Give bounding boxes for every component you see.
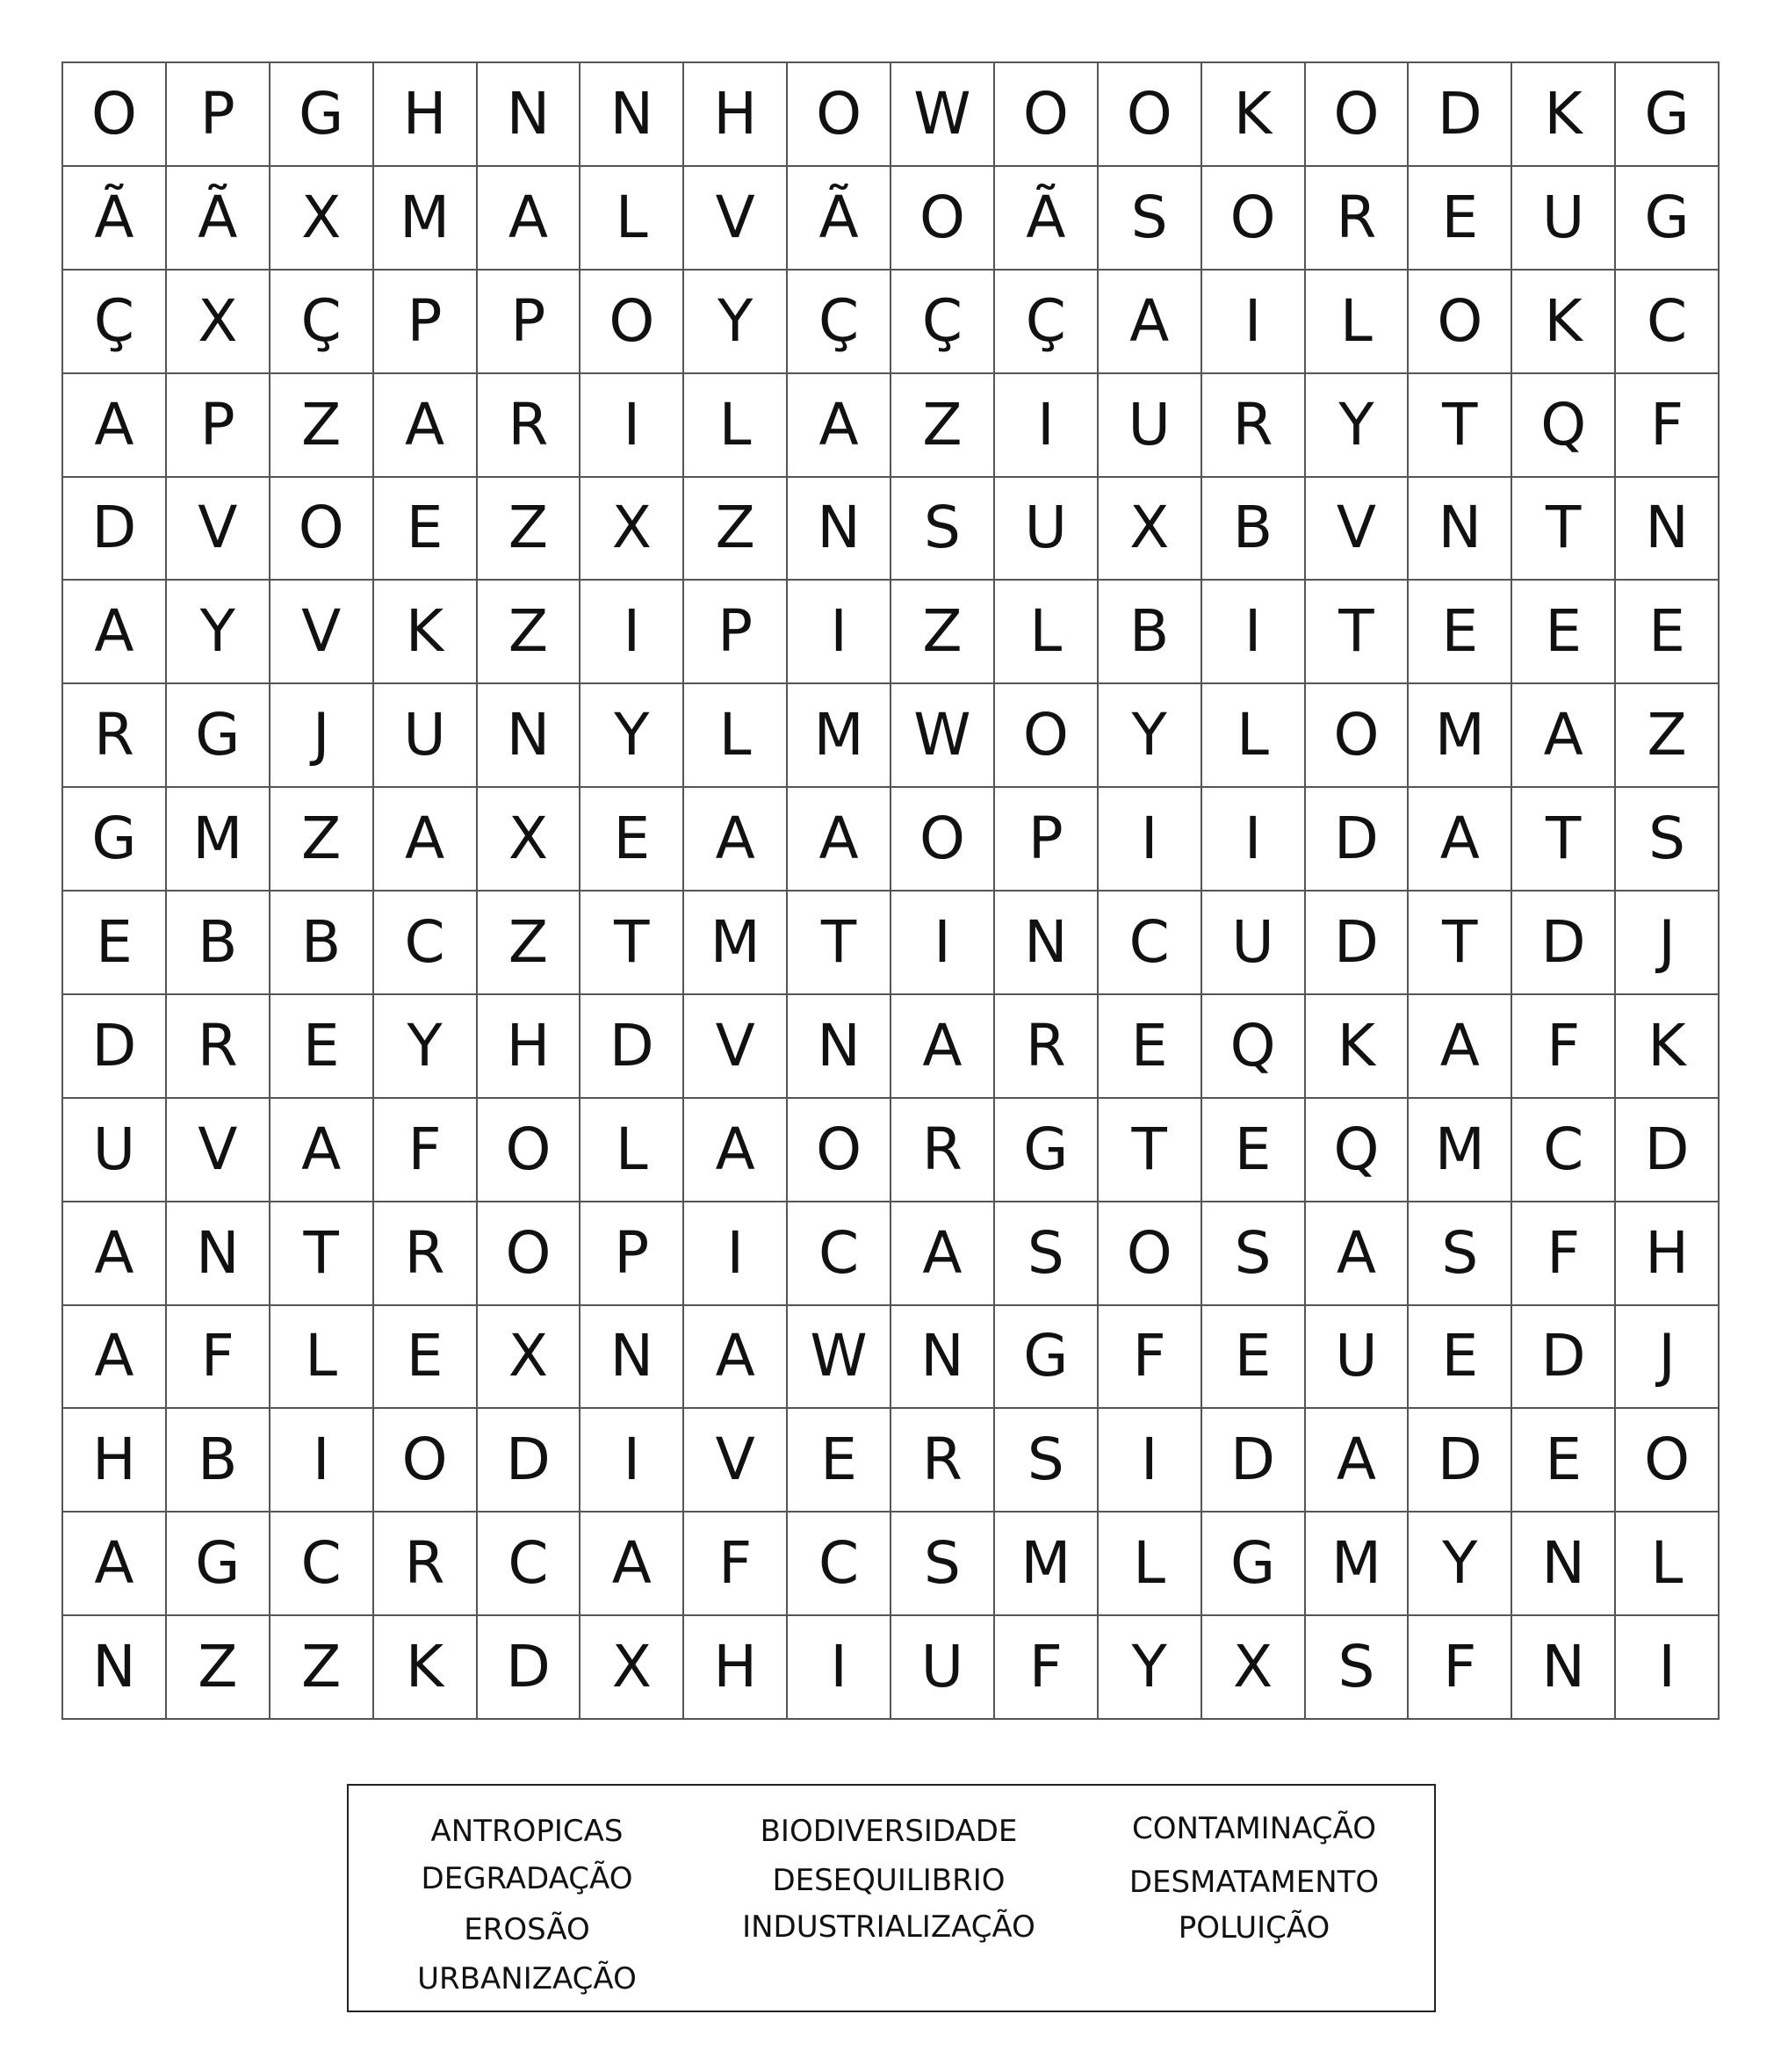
grid-cell: A xyxy=(63,374,167,478)
grid-cell: F xyxy=(167,1306,270,1410)
grid-cell: R xyxy=(167,995,270,1099)
grid-cell: O xyxy=(1616,1409,1720,1512)
grid-cell: W xyxy=(788,1306,891,1410)
word-antropicas: ANTROPICAS xyxy=(430,1814,624,1849)
grid-cell: O xyxy=(1306,684,1410,788)
grid-cell: A xyxy=(63,1306,167,1410)
grid-cell: O xyxy=(63,63,167,167)
grid-cell: Z xyxy=(684,478,788,581)
grid-cell: H xyxy=(684,1616,788,1720)
grid-cell: Q xyxy=(1512,374,1616,478)
grid-cell: O xyxy=(995,684,1099,788)
grid-cell: K xyxy=(374,581,478,684)
grid-cell: K xyxy=(374,1616,478,1720)
grid-cell: L xyxy=(684,684,788,788)
grid-cell: P xyxy=(995,788,1099,892)
grid-cell: N xyxy=(891,1306,995,1410)
grid-cell: A xyxy=(1409,788,1512,892)
word-list xyxy=(347,1784,1436,2012)
grid-cell: W xyxy=(891,63,995,167)
grid-cell: N xyxy=(580,63,684,167)
grid-cell: E xyxy=(270,995,374,1099)
word-degradacao: DEGRADAÇÃO xyxy=(421,1861,633,1896)
grid-cell: A xyxy=(63,1512,167,1616)
grid-cell: S xyxy=(1306,1616,1410,1720)
grid-cell: D xyxy=(63,478,167,581)
grid-cell: E xyxy=(580,788,684,892)
grid-cell: P xyxy=(684,581,788,684)
grid-cell: L xyxy=(995,581,1099,684)
grid-cell: X xyxy=(580,1616,684,1720)
grid-cell: R xyxy=(478,374,581,478)
grid-cell: L xyxy=(1306,271,1410,374)
grid-cell: T xyxy=(1099,1099,1202,1202)
grid-cell: C xyxy=(1512,1099,1616,1202)
grid-cell: Ã xyxy=(788,167,891,271)
grid-cell: Q xyxy=(1306,1099,1410,1202)
grid-cell: F xyxy=(684,1512,788,1616)
grid-cell: V xyxy=(684,1409,788,1512)
grid-cell: Ç xyxy=(891,271,995,374)
grid-cell: T xyxy=(1409,892,1512,995)
grid-cell: U xyxy=(63,1099,167,1202)
grid-cell: S xyxy=(891,478,995,581)
grid-cell: I xyxy=(580,581,684,684)
grid-cell: L xyxy=(270,1306,374,1410)
grid-cell: F xyxy=(1616,374,1720,478)
grid-cell: F xyxy=(1099,1306,1202,1410)
grid-cell: E xyxy=(1202,1306,1306,1410)
grid-cell: Ç xyxy=(995,271,1099,374)
grid-cell: M xyxy=(374,167,478,271)
grid-cell: U xyxy=(891,1616,995,1720)
grid-cell: X xyxy=(167,271,270,374)
grid-cell: G xyxy=(270,63,374,167)
grid-cell: O xyxy=(1306,63,1410,167)
grid-cell: M xyxy=(167,788,270,892)
grid-cell: E xyxy=(788,1409,891,1512)
grid-cell: M xyxy=(995,1512,1099,1616)
grid-cell: S xyxy=(891,1512,995,1616)
grid-cell: O xyxy=(995,63,1099,167)
grid-cell: E xyxy=(1512,1409,1616,1512)
grid-cell: N xyxy=(1409,478,1512,581)
grid-cell: K xyxy=(1616,995,1720,1099)
grid-cell: C xyxy=(788,1202,891,1306)
grid-cell: O xyxy=(891,788,995,892)
grid-cell: P xyxy=(374,271,478,374)
grid-cell: J xyxy=(1616,1306,1720,1410)
grid-cell: E xyxy=(1099,995,1202,1099)
grid-cell: Ã xyxy=(167,167,270,271)
grid-cell: Y xyxy=(1099,1616,1202,1720)
word-urbanizacao: URBANIZAÇÃO xyxy=(417,1961,637,1996)
grid-cell: R xyxy=(891,1409,995,1512)
grid-cell: X xyxy=(1202,1616,1306,1720)
grid-cell: N xyxy=(995,892,1099,995)
grid-cell: G xyxy=(63,788,167,892)
grid-cell: I xyxy=(788,581,891,684)
grid-cell: G xyxy=(1616,167,1720,271)
grid-cell: Z xyxy=(270,374,374,478)
grid-cell: I xyxy=(1099,788,1202,892)
grid-cell: K xyxy=(1306,995,1410,1099)
grid-cell: N xyxy=(580,1306,684,1410)
grid-cell: N xyxy=(63,1616,167,1720)
grid-cell: R xyxy=(63,684,167,788)
grid-cell: X xyxy=(478,788,581,892)
grid-cell: T xyxy=(1512,478,1616,581)
grid-cell: K xyxy=(1512,271,1616,374)
grid-cell: D xyxy=(1512,892,1616,995)
grid-cell: Y xyxy=(167,581,270,684)
grid-cell: F xyxy=(995,1616,1099,1720)
grid-cell: X xyxy=(1099,478,1202,581)
grid-cell: U xyxy=(374,684,478,788)
grid-cell: S xyxy=(1409,1202,1512,1306)
grid-cell: G xyxy=(995,1306,1099,1410)
grid-cell: M xyxy=(1409,684,1512,788)
grid-cell: O xyxy=(1202,167,1306,271)
grid-cell: D xyxy=(478,1409,581,1512)
grid-cell: E xyxy=(1616,581,1720,684)
grid-cell: B xyxy=(1099,581,1202,684)
grid-cell: T xyxy=(1306,581,1410,684)
grid-cell: A xyxy=(684,1306,788,1410)
grid-cell: L xyxy=(684,374,788,478)
grid-cell: I xyxy=(788,1616,891,1720)
grid-cell: H xyxy=(63,1409,167,1512)
grid-cell: Z xyxy=(270,788,374,892)
grid-cell: D xyxy=(1306,892,1410,995)
grid-cell: C xyxy=(1099,892,1202,995)
grid-cell: Z xyxy=(891,581,995,684)
grid-cell: B xyxy=(270,892,374,995)
grid-cell: D xyxy=(1202,1409,1306,1512)
grid-cell: S xyxy=(1202,1202,1306,1306)
grid-cell: B xyxy=(167,892,270,995)
grid-cell: O xyxy=(478,1099,581,1202)
word-desmatamento: DESMATAMENTO xyxy=(1128,1865,1380,1900)
grid-cell: U xyxy=(1306,1306,1410,1410)
grid-cell: O xyxy=(1099,1202,1202,1306)
grid-cell: O xyxy=(1099,63,1202,167)
grid-cell: I xyxy=(995,374,1099,478)
grid-cell: E xyxy=(1409,167,1512,271)
grid-cell: Ã xyxy=(995,167,1099,271)
grid-cell: D xyxy=(1306,788,1410,892)
grid-cell: S xyxy=(995,1409,1099,1512)
grid-cell: A xyxy=(891,995,995,1099)
grid-cell: A xyxy=(1512,684,1616,788)
grid-cell: F xyxy=(1512,1202,1616,1306)
grid-cell: X xyxy=(270,167,374,271)
grid-cell: F xyxy=(374,1099,478,1202)
word-contaminacao: CONTAMINAÇÃO xyxy=(1132,1811,1376,1846)
grid-cell: T xyxy=(788,892,891,995)
grid-cell: A xyxy=(1099,271,1202,374)
grid-cell: Z xyxy=(1616,684,1720,788)
grid-cell: N xyxy=(478,63,581,167)
grid-cell: I xyxy=(1202,581,1306,684)
grid-cell: E xyxy=(1202,1099,1306,1202)
grid-cell: Y xyxy=(1306,374,1410,478)
grid-cell: L xyxy=(580,1099,684,1202)
grid-cell: Z xyxy=(270,1616,374,1720)
grid-cell: G xyxy=(167,684,270,788)
grid-cell: D xyxy=(1616,1099,1720,1202)
grid-cell: K xyxy=(1512,63,1616,167)
grid-cell: A xyxy=(374,788,478,892)
grid-cell: P xyxy=(167,63,270,167)
grid-cell: Z xyxy=(478,581,581,684)
grid-cell: I xyxy=(1099,1409,1202,1512)
grid-cell: I xyxy=(580,374,684,478)
grid-cell: M xyxy=(1306,1512,1410,1616)
grid-cell: A xyxy=(1409,995,1512,1099)
grid-cell: X xyxy=(478,1306,581,1410)
grid-cell: V xyxy=(167,1099,270,1202)
grid-cell: Ç xyxy=(270,271,374,374)
word-erosao: EROSÃO xyxy=(464,1912,590,1947)
grid-cell: L xyxy=(1616,1512,1720,1616)
grid-cell: N xyxy=(167,1202,270,1306)
grid-cell: A xyxy=(1306,1202,1410,1306)
grid-cell: I xyxy=(1202,271,1306,374)
grid-cell: E xyxy=(374,1306,478,1410)
grid-cell: H xyxy=(478,995,581,1099)
grid-cell: S xyxy=(1099,167,1202,271)
grid-cell: R xyxy=(891,1099,995,1202)
grid-cell: A xyxy=(63,1202,167,1306)
grid-cell: A xyxy=(270,1099,374,1202)
grid-cell: S xyxy=(1616,788,1720,892)
grid-cell: Z xyxy=(478,892,581,995)
grid-cell: Y xyxy=(580,684,684,788)
grid-cell: O xyxy=(1409,271,1512,374)
grid-cell: E xyxy=(1409,1306,1512,1410)
grid-cell: R xyxy=(995,995,1099,1099)
grid-cell: O xyxy=(891,167,995,271)
grid-cell: V xyxy=(684,995,788,1099)
grid-cell: A xyxy=(788,374,891,478)
grid-cell: A xyxy=(63,581,167,684)
grid-cell: I xyxy=(1202,788,1306,892)
word-biodiversidade: BIODIVERSIDADE xyxy=(760,1814,1018,1849)
grid-cell: Q xyxy=(1202,995,1306,1099)
grid-cell: D xyxy=(580,995,684,1099)
grid-cell: H xyxy=(374,63,478,167)
grid-cell: Y xyxy=(684,271,788,374)
grid-cell: R xyxy=(1202,374,1306,478)
grid-cell: O xyxy=(478,1202,581,1306)
grid-cell: I xyxy=(891,892,995,995)
grid-cell: A xyxy=(891,1202,995,1306)
grid-cell: K xyxy=(1202,63,1306,167)
grid-cell: E xyxy=(1409,581,1512,684)
grid-cell: J xyxy=(270,684,374,788)
grid-cell: Z xyxy=(478,478,581,581)
grid-cell: A xyxy=(788,788,891,892)
grid-cell: V xyxy=(270,581,374,684)
grid-cell: V xyxy=(684,167,788,271)
grid-cell: G xyxy=(1616,63,1720,167)
grid-cell: T xyxy=(270,1202,374,1306)
grid-cell: W xyxy=(891,684,995,788)
grid-cell: N xyxy=(788,995,891,1099)
letter-grid xyxy=(61,61,1720,1720)
grid-cell: N xyxy=(1616,478,1720,581)
grid-cell: Z xyxy=(167,1616,270,1720)
grid-cell: A xyxy=(1306,1409,1410,1512)
grid-cell: C xyxy=(478,1512,581,1616)
grid-cell: V xyxy=(167,478,270,581)
grid-cell: Y xyxy=(1409,1512,1512,1616)
grid-cell: U xyxy=(1099,374,1202,478)
grid-cell: I xyxy=(270,1409,374,1512)
grid-cell: C xyxy=(1616,271,1720,374)
grid-cell: N xyxy=(478,684,581,788)
grid-cell: G xyxy=(167,1512,270,1616)
grid-cell: F xyxy=(1409,1616,1512,1720)
grid-cell: I xyxy=(1616,1616,1720,1720)
grid-cell: D xyxy=(1409,1409,1512,1512)
grid-cell: G xyxy=(1202,1512,1306,1616)
grid-cell: F xyxy=(1512,995,1616,1099)
grid-cell: P xyxy=(167,374,270,478)
grid-cell: A xyxy=(580,1512,684,1616)
grid-cell: G xyxy=(995,1099,1099,1202)
word-industrializacao: INDUSTRIALIZAÇÃO xyxy=(742,1910,1035,1945)
grid-cell: U xyxy=(1202,892,1306,995)
grid-cell: I xyxy=(684,1202,788,1306)
grid-cell: U xyxy=(1512,167,1616,271)
grid-cell: D xyxy=(478,1616,581,1720)
grid-cell: D xyxy=(63,995,167,1099)
grid-cell: Ç xyxy=(788,271,891,374)
grid-cell: Ã xyxy=(63,167,167,271)
grid-cell: O xyxy=(788,63,891,167)
grid-cell: R xyxy=(374,1202,478,1306)
grid-cell: D xyxy=(1409,63,1512,167)
grid-cell: P xyxy=(478,271,581,374)
grid-cell: L xyxy=(580,167,684,271)
grid-cell: R xyxy=(374,1512,478,1616)
word-poluicao: POLUIÇÃO xyxy=(1178,1910,1330,1946)
grid-cell: B xyxy=(167,1409,270,1512)
grid-cell: E xyxy=(374,478,478,581)
grid-cell: D xyxy=(1512,1306,1616,1410)
grid-cell: O xyxy=(788,1099,891,1202)
grid-cell: C xyxy=(374,892,478,995)
grid-cell: M xyxy=(684,892,788,995)
grid-cell: L xyxy=(1099,1512,1202,1616)
grid-cell: L xyxy=(1202,684,1306,788)
grid-cell: E xyxy=(63,892,167,995)
grid-cell: A xyxy=(684,1099,788,1202)
grid-cell: M xyxy=(1409,1099,1512,1202)
grid-cell: X xyxy=(580,478,684,581)
grid-cell: Y xyxy=(1099,684,1202,788)
grid-cell: R xyxy=(1306,167,1410,271)
grid-cell: P xyxy=(580,1202,684,1306)
grid-cell: O xyxy=(270,478,374,581)
grid-cell: U xyxy=(995,478,1099,581)
grid-cell: T xyxy=(580,892,684,995)
grid-cell: O xyxy=(580,271,684,374)
grid-cell: O xyxy=(374,1409,478,1512)
grid-cell: T xyxy=(1409,374,1512,478)
grid-cell: A xyxy=(478,167,581,271)
word-desequilibrio: DESEQUILIBRIO xyxy=(772,1863,1006,1898)
grid-cell: N xyxy=(788,478,891,581)
grid-cell: S xyxy=(995,1202,1099,1306)
grid-cell: T xyxy=(1512,788,1616,892)
grid-cell: Z xyxy=(891,374,995,478)
grid-cell: N xyxy=(1512,1616,1616,1720)
grid-cell: H xyxy=(684,63,788,167)
grid-cell: N xyxy=(1512,1512,1616,1616)
grid-cell: C xyxy=(270,1512,374,1616)
grid-cell: M xyxy=(788,684,891,788)
grid-cell: E xyxy=(1512,581,1616,684)
grid-cell: V xyxy=(1306,478,1410,581)
grid-cell: C xyxy=(788,1512,891,1616)
grid-cell: I xyxy=(580,1409,684,1512)
grid-cell: A xyxy=(374,374,478,478)
grid-cell: B xyxy=(1202,478,1306,581)
grid-cell: Ç xyxy=(63,271,167,374)
grid-cell: Y xyxy=(374,995,478,1099)
grid-cell: H xyxy=(1616,1202,1720,1306)
grid-cell: A xyxy=(684,788,788,892)
grid-cell: J xyxy=(1616,892,1720,995)
